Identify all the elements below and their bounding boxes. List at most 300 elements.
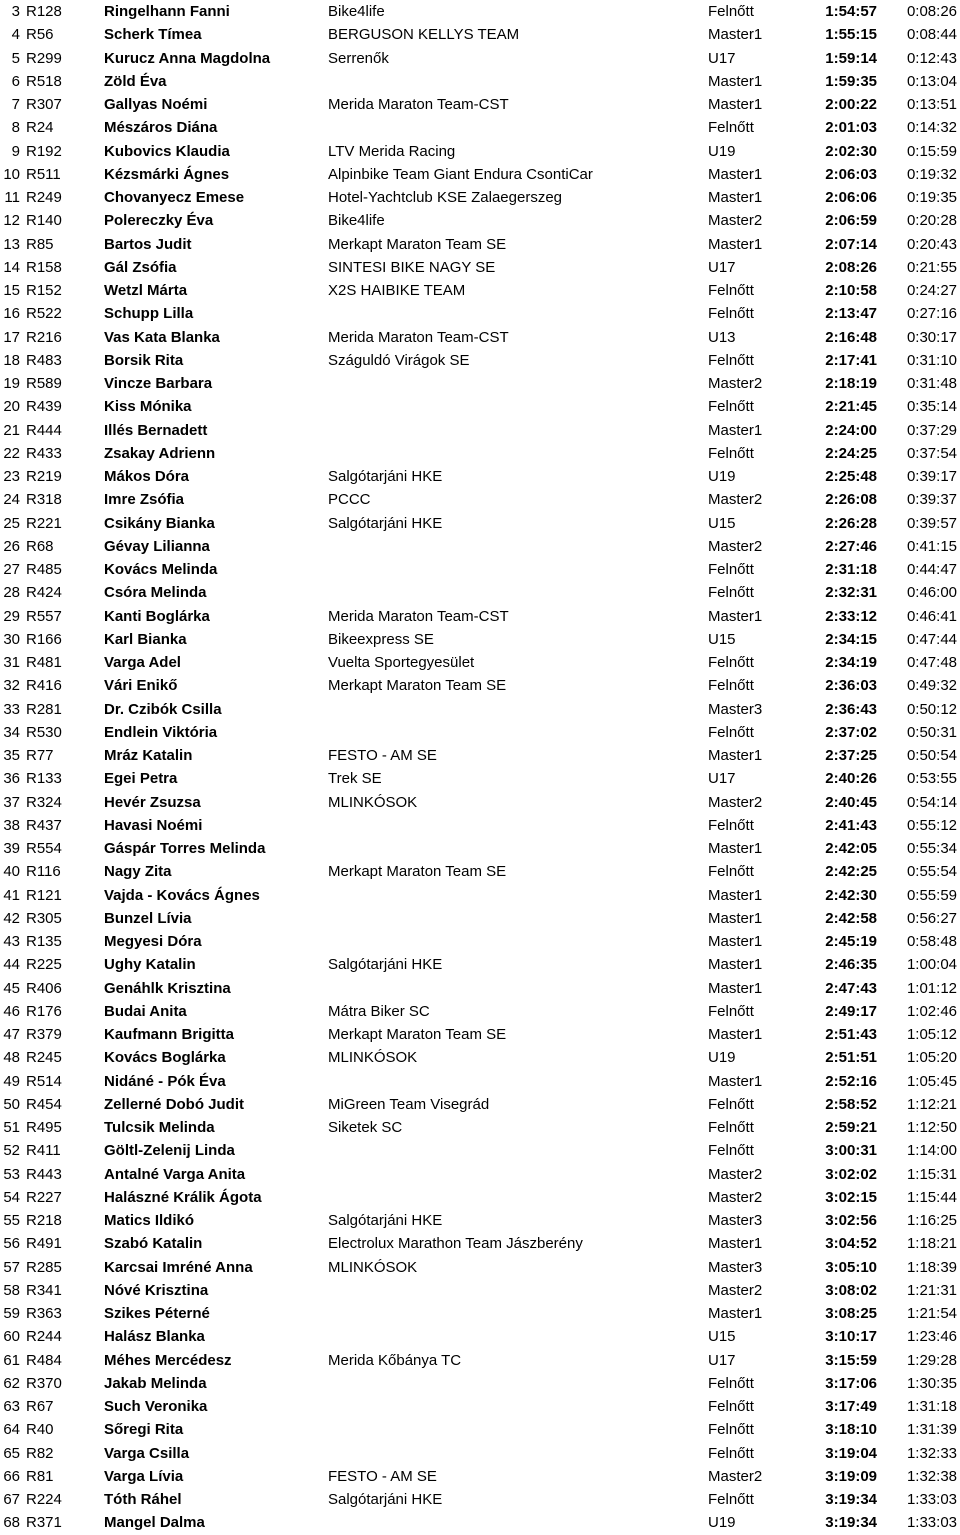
time-gap-cell: 1:00:04: [906, 956, 957, 974]
bib-number-cell: R68: [26, 537, 54, 555]
finish-time-cell: 1:54:57: [825, 3, 877, 20]
position-cell: 49: [3, 1072, 20, 1090]
time-gap-cell: 1:23:46: [906, 1328, 957, 1346]
bib-number-cell: R341: [26, 1281, 62, 1299]
result-row: [0, 977, 960, 1000]
position-cell: 24: [3, 491, 20, 509]
result-row: [0, 1395, 960, 1418]
position-cell: 58: [3, 1281, 20, 1299]
rider-name-cell: Mráz Katalin: [104, 747, 193, 764]
rider-name-cell: Karl Bianka: [104, 630, 187, 648]
category-cell: Master1: [708, 1072, 763, 1090]
bib-number-cell: R281: [26, 700, 62, 718]
team-cell: LTV Merida Racing: [328, 142, 456, 160]
result-row: [0, 1139, 960, 1162]
result-row: [0, 1418, 960, 1441]
result-row: [0, 814, 960, 837]
rider-name-cell: Kubovics Klaudia: [104, 142, 230, 160]
category-cell: Master2: [708, 212, 763, 230]
category-cell: Master1: [708, 26, 763, 44]
bib-number-cell: R530: [26, 723, 62, 741]
result-row: [0, 744, 960, 767]
category-cell: Master3: [708, 1212, 763, 1229]
category-cell: Felnőtt: [708, 282, 754, 299]
bib-number-cell: R307: [26, 96, 62, 113]
bib-number-cell: R324: [26, 793, 62, 811]
position-cell: 60: [3, 1328, 20, 1346]
team-cell: Electrolux Marathon Team Jászberény: [328, 1235, 583, 1253]
bib-number-cell: R176: [26, 1002, 62, 1020]
time-gap-cell: 1:18:21: [906, 1235, 957, 1253]
rider-name-cell: Csikány Bianka: [104, 514, 215, 532]
time-gap-cell: 0:30:17: [906, 328, 957, 346]
result-row: [0, 721, 960, 744]
position-cell: 52: [3, 1142, 20, 1160]
bib-number-cell: R135: [26, 933, 62, 950]
finish-time-cell: 2:58:52: [825, 1095, 877, 1113]
finish-time-cell: 2:33:12: [825, 607, 877, 625]
rider-name-cell: Nagy Zita: [104, 863, 172, 881]
rider-name-cell: Egei Petra: [104, 770, 178, 788]
rider-name-cell: Halászné Králik Ágota: [104, 1188, 262, 1206]
position-cell: 35: [3, 747, 20, 764]
category-cell: U17: [708, 770, 736, 788]
team-cell: Salgótarjáni HKE: [328, 956, 443, 974]
category-cell: Master1: [708, 235, 763, 253]
result-row: [0, 1302, 960, 1325]
category-cell: Master2: [708, 793, 763, 811]
rider-name-cell: Schupp Lilla: [104, 305, 194, 323]
category-cell: Felnőtt: [708, 584, 754, 602]
rider-name-cell: Vas Kata Blanka: [104, 328, 220, 346]
position-cell: 26: [3, 537, 20, 555]
position-cell: 56: [3, 1235, 20, 1253]
position-cell: 66: [3, 1467, 20, 1485]
rider-name-cell: Mészáros Diána: [104, 119, 218, 137]
finish-time-cell: 2:06:59: [825, 212, 877, 230]
finish-time-cell: 2:10:58: [825, 282, 877, 299]
result-row: [0, 256, 960, 279]
time-gap-cell: 0:44:47: [906, 561, 957, 578]
finish-time-cell: 2:41:43: [825, 816, 877, 834]
category-cell: Master3: [708, 1258, 763, 1276]
result-row: [0, 884, 960, 907]
rider-name-cell: Kiss Mónika: [104, 398, 192, 416]
finish-time-cell: 2:32:31: [825, 584, 877, 602]
finish-time-cell: 2:26:08: [825, 491, 877, 509]
result-row: [0, 535, 960, 558]
finish-time-cell: 2:37:25: [825, 747, 877, 764]
rider-name-cell: Chovanyecz Emese: [104, 189, 245, 206]
time-gap-cell: 0:55:12: [906, 816, 957, 834]
team-cell: Bike4life: [328, 3, 385, 20]
team-cell: PCCC: [328, 491, 371, 509]
category-cell: U19: [708, 1514, 736, 1532]
team-cell: FESTO - AM SE: [328, 1467, 437, 1485]
time-gap-cell: 1:32:38: [906, 1467, 957, 1485]
position-cell: 57: [3, 1258, 20, 1276]
bib-number-cell: R77: [26, 747, 54, 764]
rider-name-cell: Gáspár Torres Melinda: [104, 840, 266, 857]
finish-time-cell: 2:34:15: [825, 630, 877, 648]
time-gap-cell: 0:46:41: [906, 607, 957, 625]
finish-time-cell: 2:17:41: [825, 351, 877, 369]
category-cell: Master1: [708, 747, 763, 764]
result-row: [0, 1070, 960, 1093]
position-cell: 51: [3, 1119, 20, 1136]
position-cell: 11: [4, 189, 20, 206]
time-gap-cell: 0:50:54: [906, 747, 957, 764]
position-cell: 54: [3, 1188, 20, 1206]
rider-name-cell: Sőregi Rita: [104, 1421, 184, 1439]
position-cell: 36: [3, 770, 20, 788]
time-gap-cell: 1:15:44: [906, 1188, 957, 1206]
bib-number-cell: R227: [26, 1188, 62, 1206]
category-cell: Felnőtt: [708, 1398, 754, 1415]
rider-name-cell: Zöld Éva: [104, 72, 167, 90]
position-cell: 31: [3, 654, 20, 671]
rider-name-cell: Kovács Melinda: [104, 561, 218, 578]
finish-time-cell: 1:59:14: [825, 49, 877, 67]
finish-time-cell: 3:02:15: [825, 1188, 877, 1206]
position-cell: 63: [3, 1398, 20, 1415]
rider-name-cell: Budai Anita: [104, 1002, 187, 1020]
category-cell: Master1: [708, 933, 763, 950]
result-row: [0, 1488, 960, 1511]
rider-name-cell: Halász Blanka: [104, 1328, 205, 1346]
bib-number-cell: R216: [26, 328, 62, 346]
rider-name-cell: Bunzel Lívia: [104, 909, 192, 927]
result-row: [0, 233, 960, 256]
team-cell: Merida Maraton Team-CST: [328, 328, 509, 346]
result-row: [0, 1256, 960, 1279]
position-cell: 37: [3, 793, 20, 811]
team-cell: MLINKÓSOK: [328, 1258, 418, 1276]
category-cell: U15: [708, 514, 736, 532]
category-cell: Master2: [708, 491, 763, 509]
team-cell: Hotel-Yachtclub KSE Zalaegerszeg: [328, 189, 563, 206]
position-cell: 10: [3, 165, 20, 183]
result-row: [0, 395, 960, 418]
position-cell: 32: [3, 677, 20, 695]
position-cell: 12: [3, 212, 20, 230]
time-gap-cell: 0:53:55: [906, 770, 957, 788]
bib-number-cell: R483: [26, 351, 62, 369]
bib-number-cell: R484: [26, 1351, 62, 1369]
finish-time-cell: 3:00:31: [825, 1142, 877, 1160]
position-cell: 5: [11, 49, 20, 67]
bib-number-cell: R158: [26, 258, 62, 276]
result-row: [0, 860, 960, 883]
result-row: [0, 651, 960, 674]
rider-name-cell: Vajda - Kovács Ágnes: [104, 886, 260, 904]
bib-number-cell: R318: [26, 491, 62, 509]
time-gap-cell: 0:20:43: [906, 235, 957, 253]
rider-name-cell: Kézsmárki Ágnes: [104, 165, 230, 183]
finish-time-cell: 2:24:25: [825, 444, 877, 462]
time-gap-cell: 0:50:31: [906, 723, 957, 741]
position-cell: 43: [3, 933, 20, 950]
time-gap-cell: 0:50:12: [906, 700, 957, 718]
team-cell: Merkapt Maraton Team SE: [328, 863, 507, 881]
category-cell: U15: [708, 630, 736, 648]
team-cell: Merida Maraton Team-CST: [328, 607, 509, 625]
finish-time-cell: 2:27:46: [825, 537, 877, 555]
category-cell: Master1: [708, 1305, 763, 1322]
rider-name-cell: Jakab Melinda: [104, 1374, 207, 1392]
rider-name-cell: Havasi Noémi: [104, 816, 203, 834]
category-cell: Felnőtt: [708, 677, 754, 695]
team-cell: Trek SE: [328, 770, 382, 788]
finish-time-cell: 3:05:10: [825, 1258, 877, 1276]
time-gap-cell: 1:14:00: [906, 1142, 957, 1160]
finish-time-cell: 2:01:03: [825, 119, 877, 137]
position-cell: 61: [3, 1351, 20, 1369]
team-cell: Merida Kőbánya TC: [328, 1351, 462, 1369]
category-cell: Felnőtt: [708, 119, 754, 137]
position-cell: 14: [3, 258, 20, 276]
rider-name-cell: Szabó Katalin: [104, 1235, 203, 1253]
result-row: [0, 1279, 960, 1302]
result-row: [0, 512, 960, 535]
finish-time-cell: 2:16:48: [825, 328, 877, 346]
time-gap-cell: 0:35:14: [906, 398, 957, 416]
finish-time-cell: 2:49:17: [825, 1002, 877, 1020]
finish-time-cell: 1:55:15: [825, 26, 877, 44]
result-row: [0, 23, 960, 46]
result-row: [0, 1116, 960, 1139]
rider-name-cell: Gallyas Noémi: [104, 96, 208, 113]
position-cell: 6: [11, 72, 20, 90]
team-cell: MLINKÓSOK: [328, 793, 418, 811]
result-row: [0, 837, 960, 860]
bib-number-cell: R363: [26, 1305, 62, 1322]
category-cell: Master1: [708, 909, 763, 927]
bib-number-cell: R285: [26, 1258, 62, 1276]
finish-time-cell: 2:40:26: [825, 770, 877, 788]
rider-name-cell: Tóth Ráhel: [104, 1491, 182, 1508]
position-cell: 13: [3, 235, 20, 253]
finish-time-cell: 2:42:05: [825, 840, 877, 857]
bib-number-cell: R589: [26, 375, 62, 392]
category-cell: Master1: [708, 421, 763, 439]
rider-name-cell: Göltl-Zelenij Linda: [104, 1142, 235, 1160]
finish-time-cell: 2:06:03: [825, 165, 877, 183]
category-cell: U19: [708, 468, 736, 485]
rider-name-cell: Illés Bernadett: [104, 421, 208, 439]
rider-name-cell: Karcsai Imréné Anna: [104, 1258, 253, 1276]
category-cell: U19: [708, 1049, 736, 1067]
position-cell: 68: [3, 1514, 20, 1532]
finish-time-cell: 2:00:22: [825, 96, 877, 113]
finish-time-cell: 3:19:04: [825, 1444, 877, 1462]
finish-time-cell: 3:02:56: [825, 1212, 877, 1229]
time-gap-cell: 1:12:50: [906, 1119, 957, 1136]
result-row: [0, 163, 960, 186]
time-gap-cell: 1:33:03: [906, 1514, 957, 1532]
rider-name-cell: Dr. Czibók Csilla: [104, 700, 222, 718]
result-row: [0, 93, 960, 116]
result-row: [0, 209, 960, 232]
finish-time-cell: 3:04:52: [825, 1235, 877, 1253]
rider-name-cell: Wetzl Márta: [104, 282, 188, 299]
result-row: [0, 1209, 960, 1232]
finish-time-cell: 2:06:06: [825, 189, 877, 206]
result-row: [0, 1093, 960, 1116]
time-gap-cell: 0:55:34: [906, 840, 957, 857]
result-row: [0, 1163, 960, 1186]
bib-number-cell: R219: [26, 468, 62, 485]
time-gap-cell: 0:13:04: [906, 72, 957, 90]
bib-number-cell: R116: [26, 863, 61, 881]
team-cell: Salgótarjáni HKE: [328, 514, 443, 532]
finish-time-cell: 2:08:26: [825, 258, 877, 276]
result-row: [0, 698, 960, 721]
finish-time-cell: 3:10:17: [825, 1328, 877, 1346]
time-gap-cell: 1:21:31: [906, 1281, 957, 1299]
position-cell: 65: [3, 1444, 20, 1462]
position-cell: 7: [11, 96, 20, 113]
finish-time-cell: 2:31:18: [825, 561, 877, 578]
rider-name-cell: Mákos Dóra: [104, 468, 190, 485]
category-cell: Felnőtt: [708, 3, 754, 20]
time-gap-cell: 0:24:27: [906, 282, 957, 299]
position-cell: 19: [3, 375, 20, 392]
position-cell: 16: [3, 305, 20, 323]
time-gap-cell: 1:05:20: [906, 1049, 957, 1067]
position-cell: 40: [3, 863, 20, 881]
rider-name-cell: Kovács Boglárka: [104, 1049, 226, 1067]
position-cell: 38: [3, 816, 20, 834]
result-row: [0, 419, 960, 442]
position-cell: 64: [3, 1421, 20, 1439]
team-cell: Bikeexpress SE: [328, 630, 434, 648]
position-cell: 30: [3, 630, 20, 648]
result-row: [0, 1186, 960, 1209]
bib-number-cell: R371: [26, 1514, 62, 1532]
bib-number-cell: R56: [26, 26, 54, 44]
category-cell: Master1: [708, 886, 763, 904]
position-cell: 15: [3, 282, 20, 299]
category-cell: U17: [708, 49, 736, 67]
time-gap-cell: 1:16:25: [906, 1212, 957, 1229]
position-cell: 50: [3, 1095, 20, 1113]
time-gap-cell: 0:54:14: [906, 793, 957, 811]
finish-time-cell: 2:42:30: [825, 886, 877, 904]
result-row: [0, 465, 960, 488]
position-cell: 42: [3, 909, 20, 927]
bib-number-cell: R244: [26, 1328, 62, 1346]
bib-number-cell: R245: [26, 1049, 62, 1067]
rider-name-cell: Gál Zsófia: [104, 258, 177, 276]
category-cell: Master1: [708, 840, 763, 857]
rider-name-cell: Gévay Lilianna: [104, 537, 210, 555]
category-cell: Master2: [708, 1467, 763, 1485]
bib-number-cell: R40: [26, 1421, 54, 1439]
team-cell: SINTESI BIKE NAGY SE: [328, 258, 496, 276]
time-gap-cell: 1:18:39: [906, 1258, 957, 1276]
finish-time-cell: 3:08:02: [825, 1281, 877, 1299]
result-row: [0, 767, 960, 790]
bib-number-cell: R152: [26, 282, 62, 299]
position-cell: 29: [3, 607, 20, 625]
team-cell: Vuelta Sportegyesület: [328, 654, 475, 671]
rider-name-cell: Kurucz Anna Magdolna: [104, 49, 271, 67]
result-row: [0, 907, 960, 930]
finish-time-cell: 2:59:21: [825, 1119, 877, 1136]
team-cell: Merkapt Maraton Team SE: [328, 677, 507, 695]
category-cell: Master2: [708, 537, 763, 555]
category-cell: Master1: [708, 1026, 763, 1043]
position-cell: 21: [3, 421, 20, 439]
category-cell: Master2: [708, 1188, 763, 1206]
finish-time-cell: 2:46:35: [825, 956, 877, 974]
result-row: [0, 70, 960, 93]
bib-number-cell: R140: [26, 212, 62, 230]
time-gap-cell: 0:58:48: [906, 933, 957, 950]
team-cell: Merida Maraton Team-CST: [328, 96, 509, 113]
position-cell: 22: [3, 444, 20, 462]
team-cell: X2S HAIBIKE TEAM: [328, 282, 466, 299]
category-cell: Master1: [708, 979, 763, 997]
result-row: [0, 0, 960, 23]
finish-time-cell: 1:59:35: [825, 72, 877, 90]
time-gap-cell: 0:56:27: [906, 909, 957, 927]
category-cell: Master1: [708, 72, 763, 90]
time-gap-cell: 0:13:51: [906, 96, 957, 113]
bib-number-cell: R437: [26, 816, 62, 834]
time-gap-cell: 1:21:54: [906, 1305, 957, 1322]
position-cell: 18: [3, 351, 20, 369]
result-row: [0, 1046, 960, 1069]
bib-number-cell: R416: [26, 677, 62, 695]
rider-name-cell: Nidáné - Pók Éva: [104, 1072, 226, 1090]
position-cell: 3: [11, 3, 20, 20]
team-cell: Merkapt Maraton Team SE: [328, 1026, 507, 1043]
result-row: [0, 628, 960, 651]
category-cell: U17: [708, 258, 736, 276]
category-cell: U19: [708, 142, 736, 160]
bib-number-cell: R433: [26, 444, 62, 462]
rider-name-cell: Varga Adel: [104, 654, 181, 671]
position-cell: 39: [3, 840, 20, 857]
finish-time-cell: 2:25:48: [825, 468, 877, 485]
finish-time-cell: 2:52:16: [825, 1072, 877, 1090]
rider-name-cell: Hevér Zsuzsa: [104, 793, 201, 811]
category-cell: Felnőtt: [708, 1374, 754, 1392]
position-cell: 46: [3, 1002, 20, 1020]
position-cell: 53: [3, 1165, 20, 1183]
bib-number-cell: R225: [26, 956, 62, 974]
time-gap-cell: 1:15:31: [906, 1165, 957, 1183]
rider-name-cell: Kaufmann Brigitta: [104, 1026, 235, 1043]
position-cell: 23: [3, 468, 20, 485]
team-cell: Mátra Biker SC: [328, 1002, 430, 1020]
bib-number-cell: R424: [26, 584, 62, 602]
finish-time-cell: 2:36:03: [825, 677, 877, 695]
position-cell: 44: [3, 956, 20, 974]
result-row: [0, 1349, 960, 1372]
time-gap-cell: 1:31:39: [906, 1421, 957, 1439]
finish-time-cell: 3:18:10: [825, 1421, 877, 1439]
position-cell: 4: [11, 26, 20, 44]
team-cell: MiGreen Team Visegrád: [328, 1095, 490, 1113]
bib-number-cell: R370: [26, 1374, 62, 1392]
bib-number-cell: R128: [26, 3, 62, 20]
result-row: [0, 930, 960, 953]
time-gap-cell: 0:39:37: [906, 491, 957, 509]
category-cell: U13: [708, 328, 736, 346]
